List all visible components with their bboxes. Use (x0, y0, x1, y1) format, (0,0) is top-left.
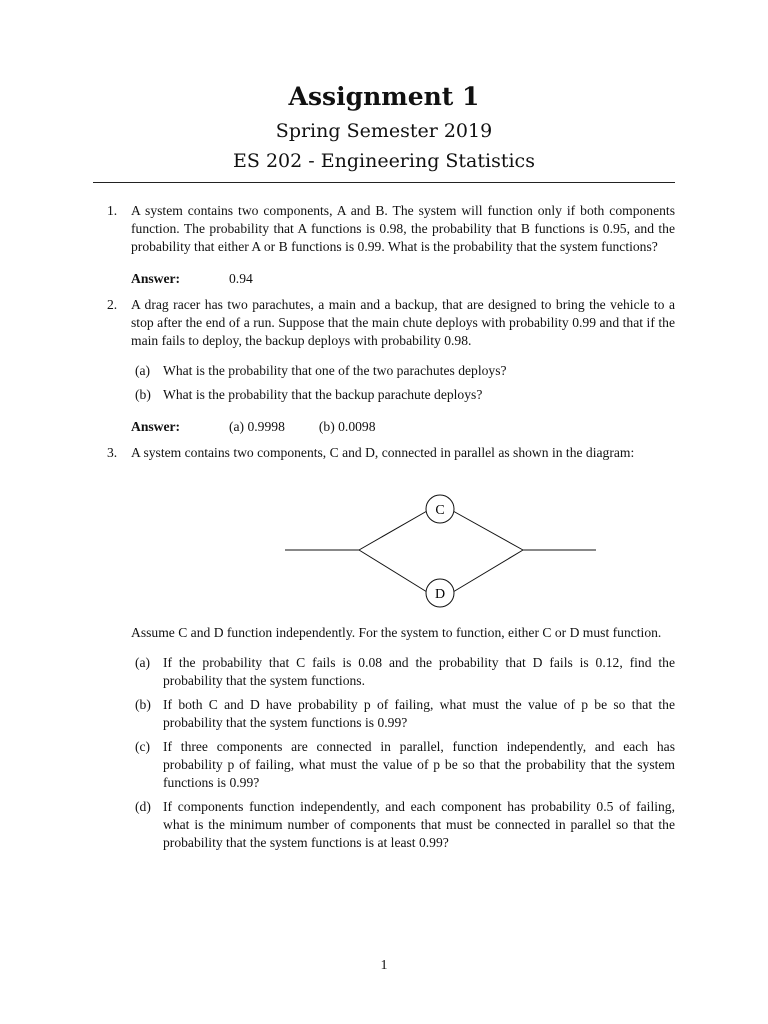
question-text: A system contains two components, C and D, connected in parallel as shown in the diagram: (131, 445, 635, 460)
sub-question (131, 738, 675, 792)
sub-question-label: (a) (135, 655, 151, 670)
answer-value: 0.94 (229, 271, 253, 286)
sub-question-label: (a) (135, 363, 151, 378)
question-followup-text: Assume C and D function independently. For the system to function, either C or D must function. (131, 625, 662, 640)
sub-question (131, 798, 675, 852)
answer-value: (a) 0.9998 (229, 419, 285, 434)
question-text: A system contains two components, A and B. The system will function only if both components function. The probability that A functions is 0.98, the probability that B functions is 0.95, and the probability that either A or B functions is 0.99. What is the probability that the system functions? (131, 203, 675, 254)
sub-question-text: If components function independently, and each component has probability 0.5 of failing, what is the minimum number of components that must be connected in parallel so that the probability that the system functions is at least 0.99? (163, 799, 675, 850)
sub-question-list (131, 654, 675, 852)
question-1 (93, 202, 675, 288)
wire-from-c (453, 511, 523, 550)
course-subtitle: ES 202 - Engineering Statistics (233, 150, 535, 172)
sub-question-text: If three components are connected in parallel, function independently, and each has probability p of failing, what must the value of p be so that the probability that the system functions is 0.99? (163, 739, 675, 790)
semester-subtitle: Spring Semester 2019 (275, 120, 493, 142)
answer-label: Answer: (131, 419, 181, 434)
sub-question-text: What is the probability that the backup parachute deploys? (163, 387, 483, 402)
sub-question (131, 654, 675, 690)
page-number: 1 (380, 958, 388, 973)
sub-question-label: (c) (135, 739, 151, 754)
answer-label: Answer: (131, 271, 181, 286)
sub-question-label: (b) (135, 697, 151, 712)
question-number: 3. (107, 445, 118, 460)
title-block (0, 82, 768, 174)
sub-question (131, 696, 675, 732)
sub-question (131, 362, 675, 380)
question-number: 1. (107, 203, 118, 218)
component-d-label: D (434, 587, 446, 602)
answer-value: (b) 0.0098 (318, 419, 376, 434)
question-number: 2. (107, 297, 118, 312)
question-2 (93, 296, 675, 436)
sub-question-text: If the probability that C fails is 0.08 and the probability that D fails is 0.12, find the probability that the system functions. (163, 655, 675, 688)
sub-question-label: (d) (135, 799, 151, 814)
wire-from-d (453, 550, 523, 592)
sub-question (131, 386, 675, 404)
question-list (93, 202, 675, 860)
component-c-label: C (435, 503, 445, 518)
question-3 (93, 444, 675, 852)
sub-question-label: (b) (135, 387, 151, 402)
wire-to-c (359, 511, 427, 550)
sub-question-list (131, 362, 675, 404)
sub-question-text: If both C and D have probability p of failing, what must the value of p be so that the probability that the system functions is 0.99? (163, 697, 675, 730)
wire-to-d (359, 550, 427, 592)
circuit-svg (281, 480, 601, 610)
parallel-circuit-diagram (131, 480, 675, 610)
answer-row (131, 418, 675, 436)
sub-question-text: What is the probability that one of the two parachutes deploys? (163, 363, 507, 378)
page-title: Assignment 1 (288, 82, 480, 111)
question-text: A drag racer has two parachutes, a main and a backup, that are designed to bring the vehicle to a stop after the end of a run. Suppose that the main chute deploys with probability 0.99 and that if the main fails to deploy, the backup deploys with probability 0.98. (131, 297, 675, 348)
title-divider (93, 182, 675, 183)
answer-row (131, 270, 675, 288)
